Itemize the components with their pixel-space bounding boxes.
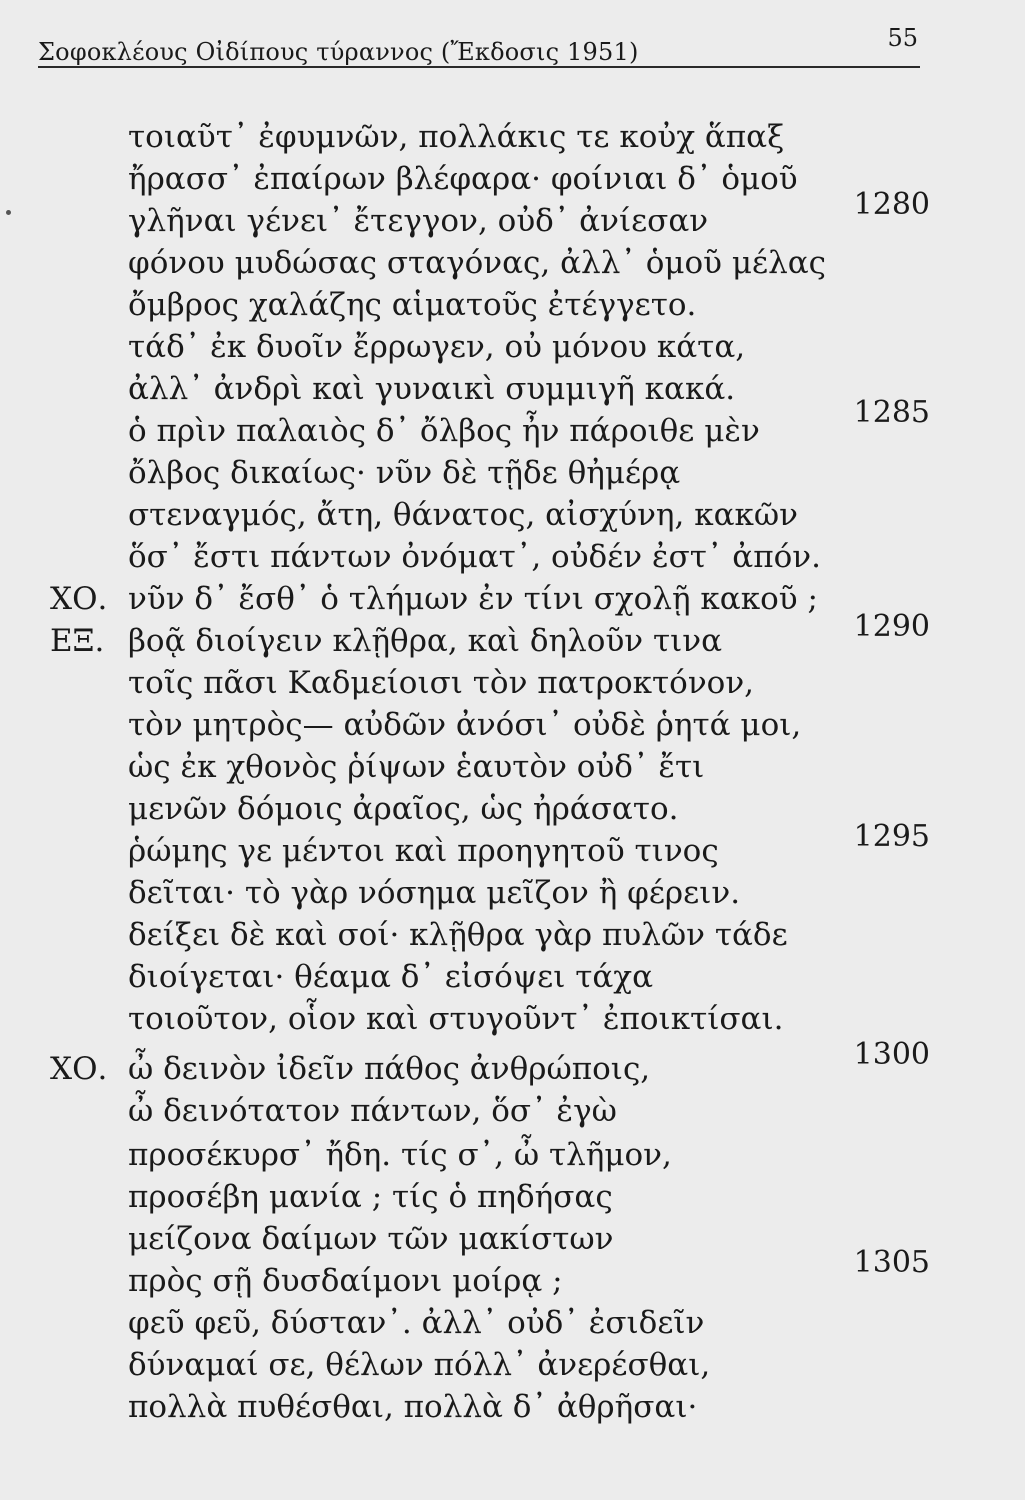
verse-line: ὁ πρὶν παλαιὸς δ᾽ ὄλβος ἦν πάροιθε μὲν bbox=[128, 413, 760, 449]
verse-line: γλῆναι γένει᾽ ἔτεγγον, οὐδ᾽ ἀνίεσαν bbox=[128, 203, 709, 239]
line-number: 1300 bbox=[853, 1037, 930, 1072]
verse-line: ὦ δεινότατον πάντων, ὅσ᾽ ἐγὼ bbox=[128, 1093, 617, 1129]
verse-line: στεναγμός, ἄτη, θάνατος, αἰσχύνη, κακῶν bbox=[128, 497, 798, 533]
verse-line: τοιαῦτ᾽ ἐφυμνῶν, πολλάκις τε κοὐχ ἅπαξ bbox=[128, 119, 785, 155]
verse-line: διοίγεται· θέαμα δ᾽ εἰσόψει τάχα bbox=[128, 959, 654, 995]
verse-line: πρὸς σῇ δυσδαίμονι μοίρᾳ ; bbox=[128, 1263, 563, 1299]
speaker-label: ΕΞ. bbox=[50, 623, 105, 659]
verse-line: τοιοῦτον, οἷον καὶ στυγοῦντ᾽ ἐποικτίσαι. bbox=[128, 1001, 784, 1037]
verse-line: δύναμαί σε, θέλων πόλλ᾽ ἀνερέσθαι, bbox=[128, 1347, 711, 1383]
running-title: Σοφοκλέους Οἰδίπους τύραννος (Ἔκδοσις 1951) bbox=[38, 38, 639, 66]
line-number: 1295 bbox=[853, 819, 930, 854]
verse-line: ὦ δεινὸν ἰδεῖν πάθος ἀνθρώποις, bbox=[128, 1051, 651, 1087]
line-number: 1280 bbox=[853, 187, 930, 222]
verse-line: ὡς ἐκ χθονὸς ῥίψων ἑαυτὸν οὐδ᾽ ἔτι bbox=[128, 749, 705, 785]
verse-line: φόνου μυδώσας σταγόνας, ἀλλ᾽ ὁμοῦ μέλας bbox=[128, 245, 827, 281]
line-number: 1285 bbox=[853, 395, 930, 430]
verse-line: τάδ᾽ ἐκ δυοῖν ἔρρωγεν, οὐ μόνου κάτα, bbox=[128, 329, 746, 365]
verse-line: ἤρασσ᾽ ἐπαίρων βλέφαρα· φοίνιαι δ᾽ ὁμοῦ bbox=[128, 161, 798, 197]
verse-line: ὄλβος δικαίως· νῦν δὲ τῇδε θἠμέρᾳ bbox=[128, 455, 681, 491]
verse-line: πολλὰ πυθέσθαι, πολλὰ δ᾽ ἀθρῆσαι· bbox=[128, 1389, 698, 1425]
page-number: 55 bbox=[887, 24, 918, 52]
verse-line: δεῖται· τὸ γὰρ νόσημα μεῖζον ἢ φέρειν. bbox=[128, 875, 741, 911]
verse-line: προσέκυρσ᾽ ἤδη. τίς σ᾽, ὦ τλῆμον, bbox=[128, 1137, 672, 1173]
verse-line: νῦν δ᾽ ἔσθ᾽ ὁ τλήμων ἐν τίνι σχολῇ κακοῦ ; bbox=[128, 581, 818, 617]
line-number: 1290 bbox=[853, 609, 930, 644]
speaker-label: ΧΟ. bbox=[50, 581, 108, 617]
verse-line: τὸν μητρὸς— αὐδῶν ἀνόσι᾽ οὐδὲ ῥητά μοι, bbox=[128, 707, 802, 743]
verse-line: προσέβη μανία ; τίς ὁ πηδήσας bbox=[128, 1179, 613, 1215]
verse-line: δείξει δὲ καὶ σοί· κλῇθρα γὰρ πυλῶν τάδε bbox=[128, 917, 788, 953]
speaker-label: ΧΟ. bbox=[50, 1051, 108, 1087]
verse-line: ἀλλ᾽ ἀνδρὶ καὶ γυναικὶ συμμιγῆ κακά. bbox=[128, 371, 736, 407]
verse-line: φεῦ φεῦ, δύσταν᾽. ἀλλ᾽ οὐδ᾽ ἐσιδεῖν bbox=[128, 1305, 705, 1341]
verse-line: ῥώμης γε μέντοι καὶ προηγητοῦ τινος bbox=[128, 833, 719, 869]
verse-line: μενῶν δόμοις ἀραῖος, ὡς ἠράσατο. bbox=[128, 791, 679, 827]
verse-line: τοῖς πᾶσι Καδμείοισι τὸν πατροκτόνον, bbox=[128, 665, 755, 701]
verse-line: ὄμβρος χαλάζης αἱματοῦς ἐτέγγετο. bbox=[128, 287, 697, 323]
verse-line: βοᾷ διοίγειν κλῇθρα, καὶ δηλοῦν τινα bbox=[128, 623, 723, 659]
verse-line: ὅσ᾽ ἔστι πάντων ὀνόματ᾽, οὐδέν ἐστ᾽ ἀπόν. bbox=[128, 539, 821, 575]
verse-line: μείζονα δαίμων τῶν μακίστων bbox=[128, 1221, 614, 1257]
line-number: 1305 bbox=[853, 1245, 930, 1280]
